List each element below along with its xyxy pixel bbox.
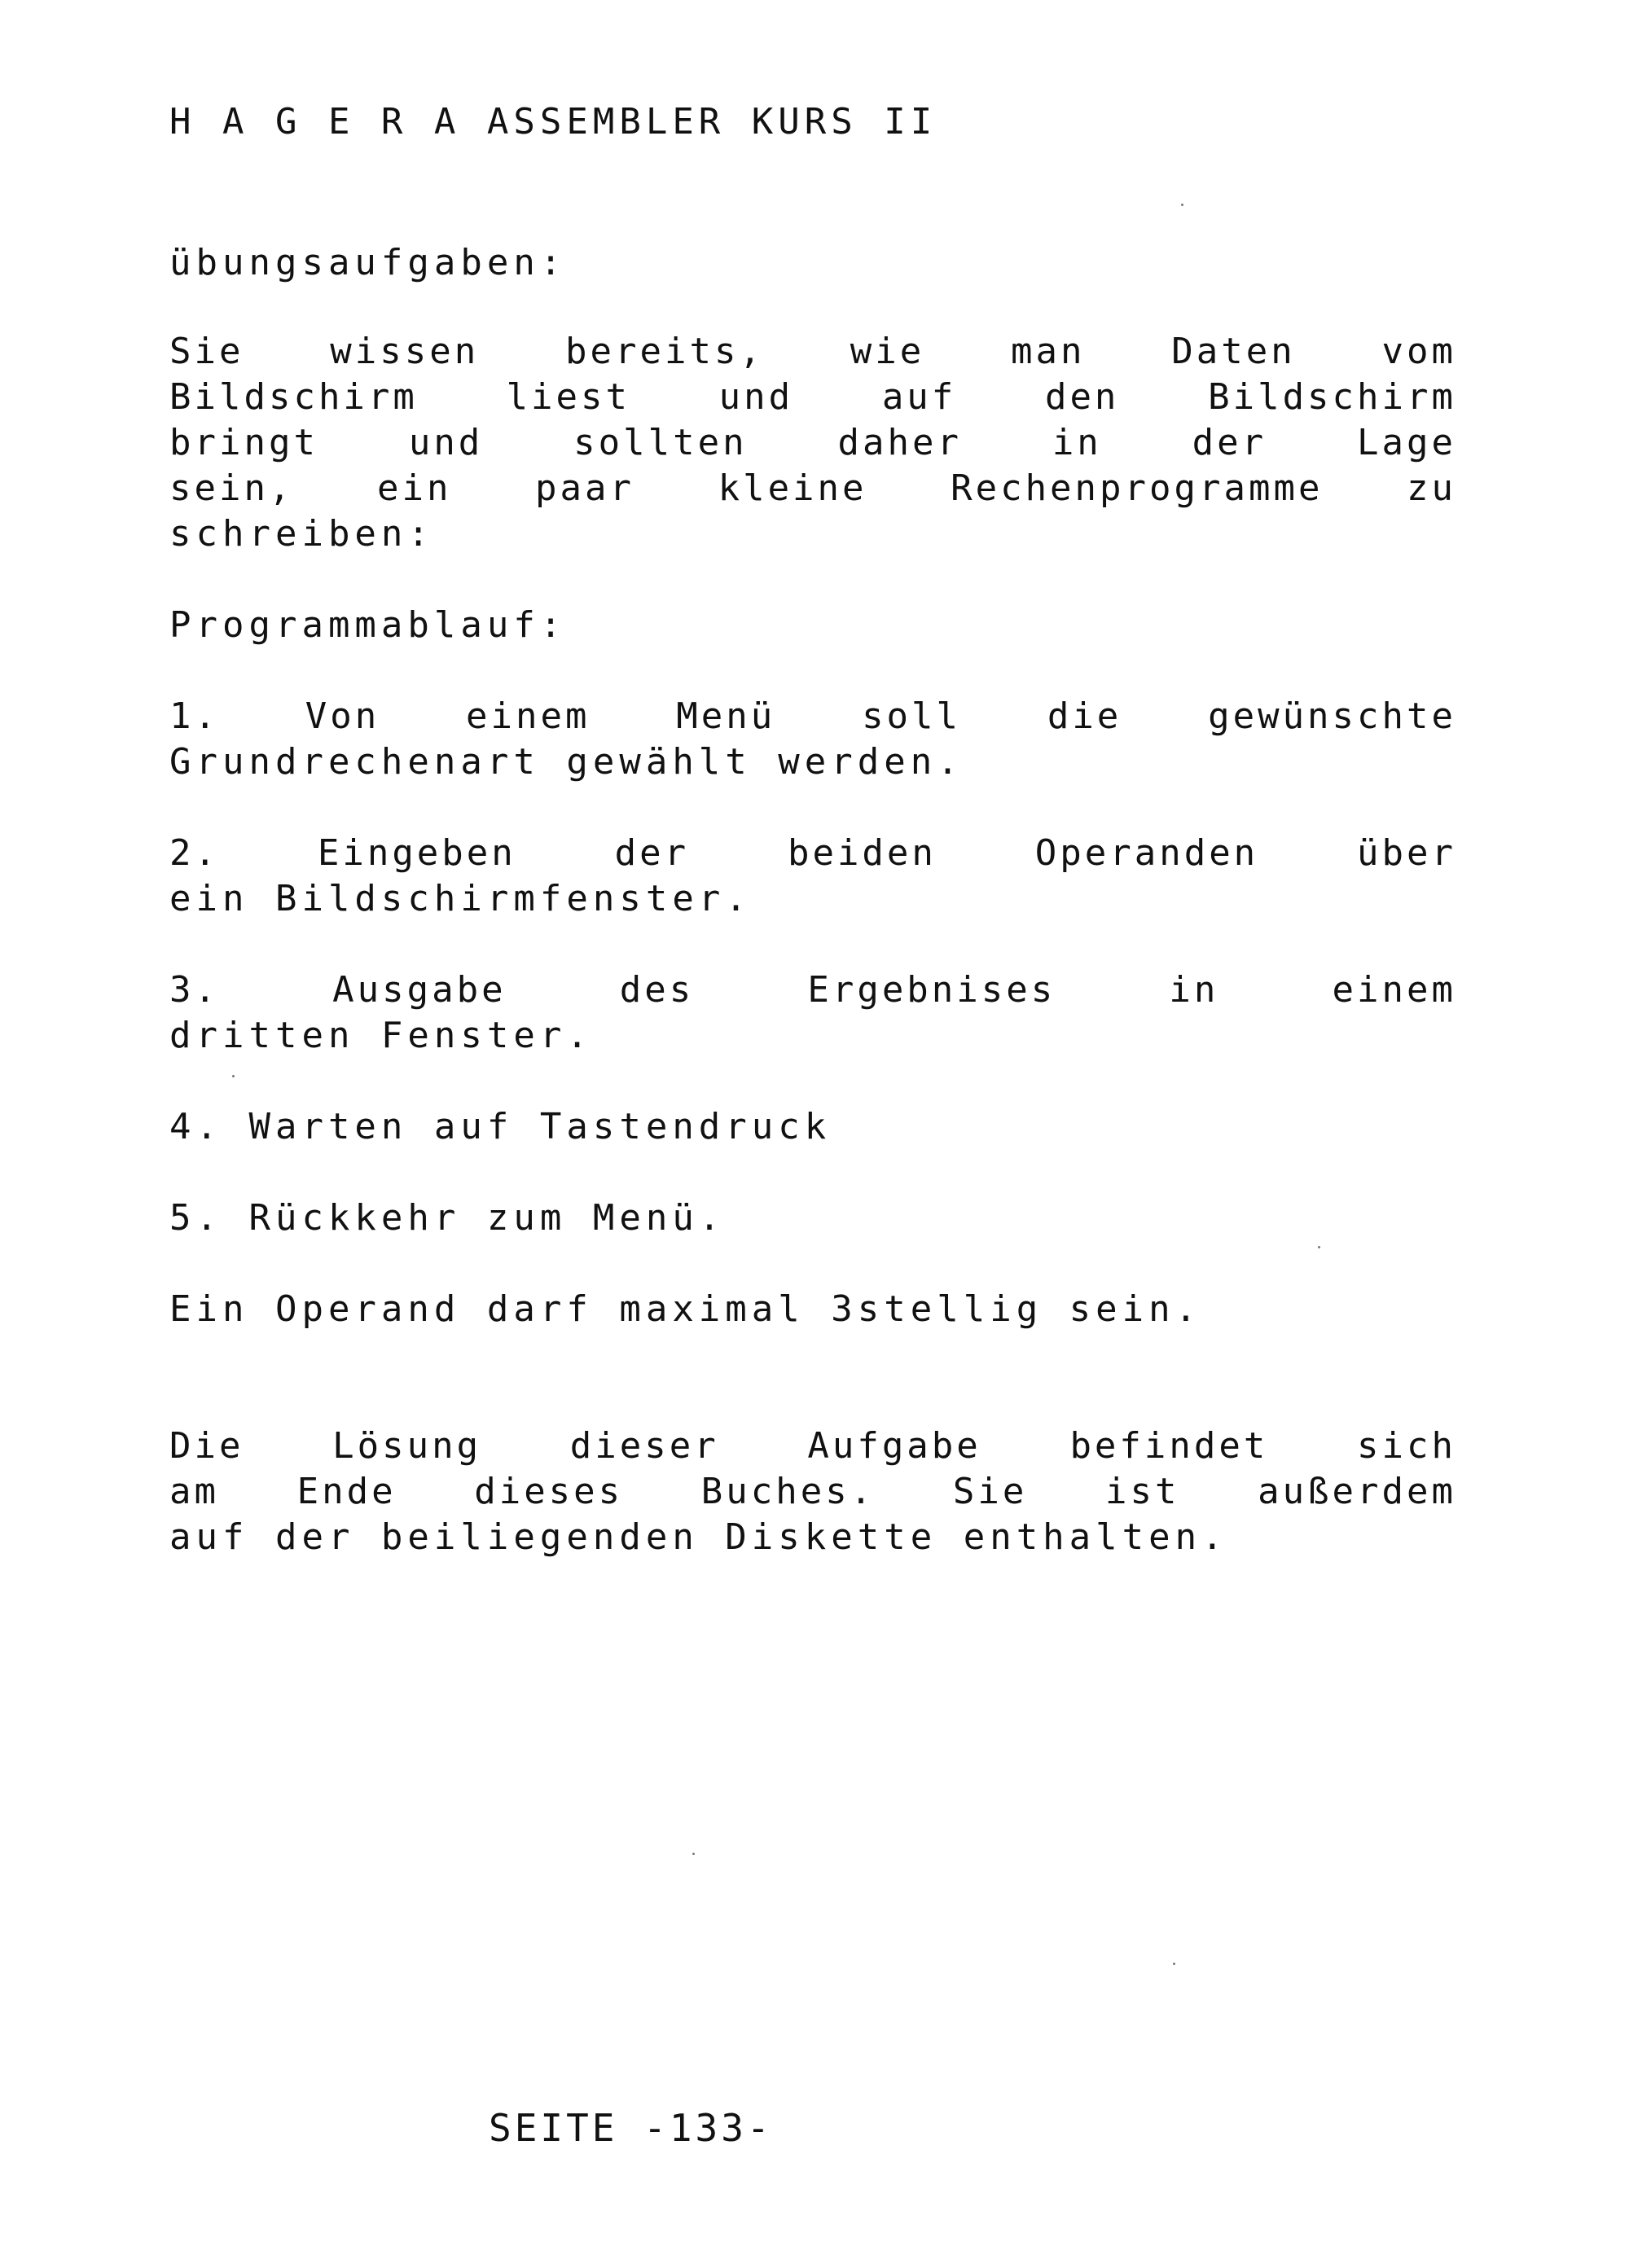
- step-line: dritten Fenster.: [169, 1015, 593, 1056]
- intro-line: bringt und sollten daher in der Lage: [169, 422, 1456, 463]
- scan-speck: [1181, 204, 1183, 206]
- intro-line: schreiben:: [169, 513, 434, 555]
- step-line: 4. Warten auf Tastendruck: [169, 1106, 832, 1147]
- intro-line: Sie wissen bereits, wie man Daten vom: [169, 331, 1456, 372]
- program-heading: Programmablauf:: [169, 604, 567, 646]
- step-line: Grundrechenart gewählt werden.: [169, 741, 964, 783]
- step-line: 3. Ausgabe des Ergebnises in einem: [169, 969, 1456, 1011]
- step-line: 1. Von einem Menü soll die gewünschte: [169, 695, 1456, 737]
- scan-speck: [1173, 1963, 1175, 1965]
- intro-line: sein, ein paar kleine Rechenprogramme zu: [169, 467, 1456, 509]
- operand-note: Ein Operand darf maximal 3stellig sein.: [169, 1288, 1202, 1330]
- solution-line: am Ende dieses Buches. Sie ist außerdem: [169, 1471, 1456, 1512]
- step-line: 5. Rückkehr zum Menü.: [169, 1197, 726, 1239]
- scan-speck: [232, 1075, 235, 1077]
- intro-line: Bildschirm liest und auf den Bildschirm: [169, 376, 1456, 418]
- solution-line: Die Lösung dieser Aufgabe befindet sich: [169, 1425, 1456, 1467]
- scan-speck: [1318, 1246, 1320, 1248]
- step-line: ein Bildschirmfenster.: [169, 878, 752, 919]
- page-title: H A G E R A ASSEMBLER KURS II: [169, 101, 937, 143]
- scan-speck: [692, 1853, 695, 1855]
- page-number: SEITE -133-: [489, 2106, 773, 2150]
- step-line: 2. Eingeben der beiden Operanden über: [169, 832, 1456, 874]
- section-heading: übungsaufgaben:: [169, 242, 567, 283]
- solution-line: auf der beiliegenden Diskette enthalten.: [169, 1516, 1228, 1558]
